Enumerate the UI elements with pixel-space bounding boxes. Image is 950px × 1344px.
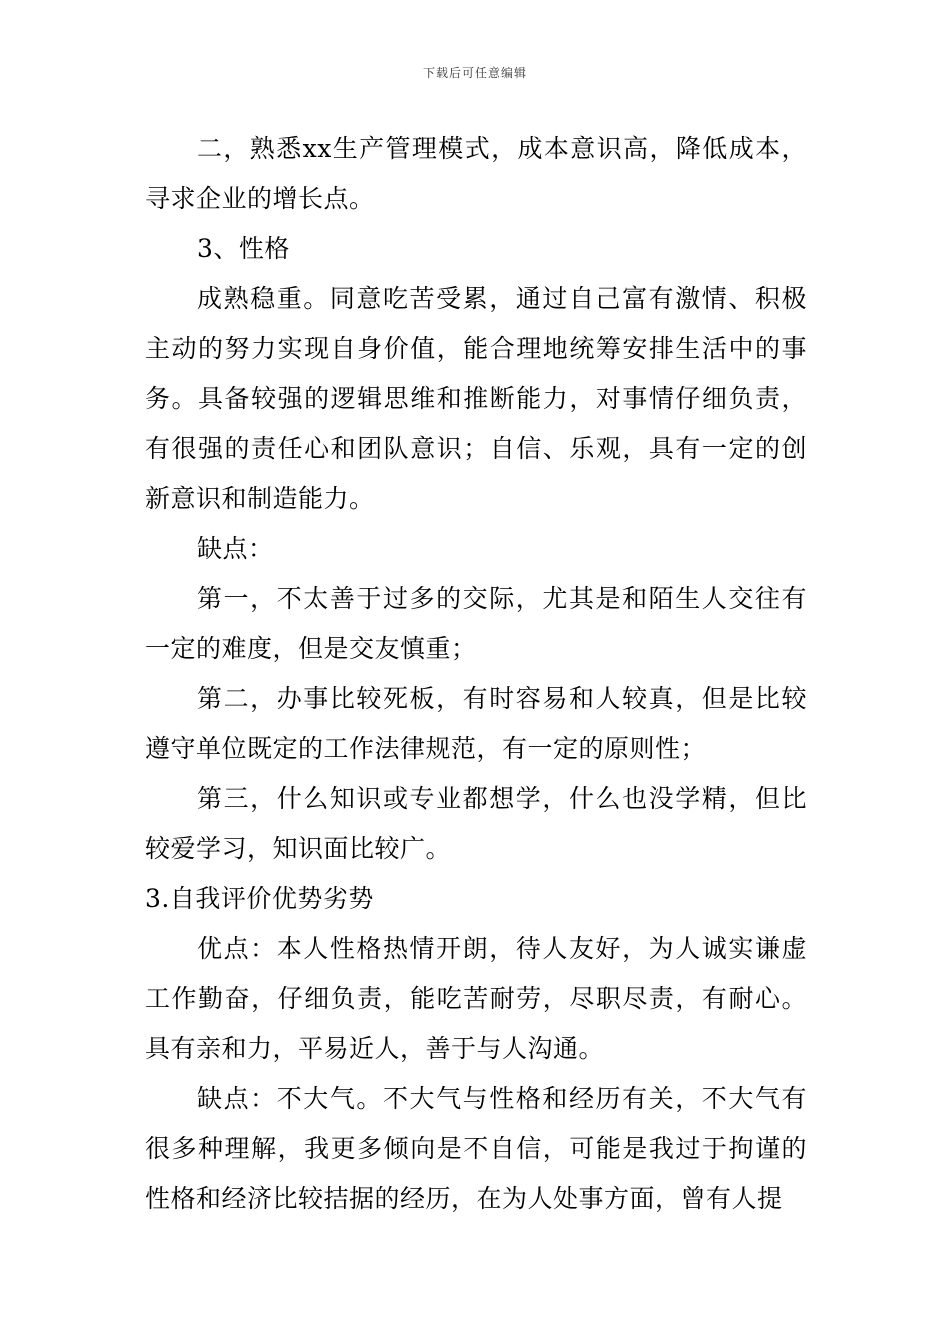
paragraph-9: 优点：本人性格热情开朗，待人友好，为人诚实谦虚工作勤奋，仔细负责，能吃苦耐劳，尽职尽责，有耐心。具有亲和力，平易近人，善于与人沟通。	[145, 934, 807, 1063]
paragraph-4: 缺点：	[197, 534, 274, 563]
paragraph-2-heading: 3、性格	[197, 234, 290, 263]
paragraph-6: 第二，办事比较死板，有时容易和人较真，但是比较遵守单位既定的工作法律规范，有一定的原则性；	[145, 684, 807, 763]
paragraph-10: 缺点：不大气。不大气与性格和经历有关，不大气有很多种理解，我更多倾向是不自信，可能是我过于拘谨的性格和经济比较拮据的经历，在为人处事方面，曾有人提	[145, 1084, 807, 1213]
paragraph-1: 二，熟悉xx生产管理模式，成本意识高，降低成本，寻求企业的增长点。	[145, 134, 807, 213]
paragraph-3: 成熟稳重。同意吃苦受累，通过自己富有激情、积极主动的努力实现自身价值，能合理地统筹安排生活中的事务。具备较强的逻辑思维和推断能力，对事情仔细负责，有很强的责任心和团队意识；自信、乐观，具有一定的创新意识和制造能力。	[145, 284, 807, 513]
section-heading: 3.自我评价优势劣势	[145, 884, 374, 913]
paragraph-7: 第三，什么知识或专业都想学，什么也没学精，但比较爱学习，知识面比较广。	[145, 784, 807, 863]
paragraph-5: 第一，不太善于过多的交际，尤其是和陌生人交往有一定的难度，但是交友慎重；	[145, 584, 807, 663]
page-header: 下载后可任意编辑	[422, 66, 527, 80]
document-body	[145, 124, 807, 1224]
